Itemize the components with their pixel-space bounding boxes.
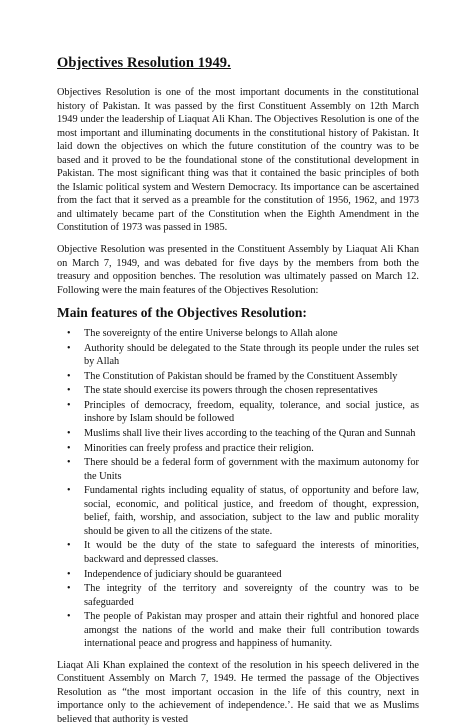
features-list [57,327,419,651]
bullet-icon: • [67,370,71,382]
bullet-icon: • [67,568,71,580]
bullet-icon: • [67,540,71,552]
list-item [57,582,419,609]
document-title: Objectives Resolution 1949. [57,55,231,71]
list-item-text: Independence of judiciary should be guaranteed [84,568,282,580]
list-item-text: Principles of democracy, freedom, equality, tolerance, and social justice, as inshore by Islam should be followed [84,399,419,425]
bullet-icon: • [67,399,71,411]
list-item-text: Muslims shall live their lives according to the teaching of the Quran and Sunnah [84,428,416,440]
bullet-icon: • [67,611,71,623]
list-item-text: It would be the duty of the state to safeguard the interests of minorities, backward and depressed classes. [84,540,419,565]
list-item [57,370,419,384]
list-item-text: The Constitution of Pakistan should be framed by the Constituent Assembly [84,370,398,382]
bullet-icon: • [67,428,71,440]
bullet-icon: • [67,342,71,354]
bullet-icon: • [67,485,71,497]
intro-paragraph: Objectives Resolution is one of the most important documents in the constitutional history of Pakistan. It was passed by the first Constituent Assembly on 12th March 1949 under the leadership of Liaquat Ali Khan. The Objectives Resolution is one of the most important and illuminating documents in the constitutional history of Pakistan. It laid down the objectives on which the future constitution of the country was to be based and it proved to be the foundational stone of the constitutional development in Pakistan. The most significant thing was that it contained the basic principles of both the Islamic political system and Western Democracy. Its importance can be ascertained from the fact that it served as a preamble for the constitution of 1956, 1962, and 1973 and ultimately became part of the Constitution when the Eighth Amendment in the Constitution of 1973 was passed in 1985. [57,87,419,234]
presentation-paragraph: Objective Resolution was presented in the Constituent Assembly by Liaquat Ali Khan on March 7, 1949, and was debated for five days by the members from both the treasury and opposition benches. The resolution was ultimately passed on March 12. Following were the main features of the Objectives Resolution: [57,244,419,296]
list-item [57,442,419,456]
list-item [57,399,419,426]
list-item [57,568,419,582]
list-item [57,427,419,441]
bullet-icon: • [67,328,71,340]
list-item [57,539,419,566]
list-item-text: The sovereignty of the entire Universe belongs to Allah alone [84,328,338,340]
list-item [57,484,419,538]
bullet-icon: • [67,583,71,595]
list-item [57,342,419,369]
list-item-text: Fundamental rights including equality of status, of opportunity and before law, social, economic, and political justice, and freedom of thought, expression, belief, faith, worship, and association, subject to the law and public morality should be given to all the citizens of the state. [84,485,419,537]
list-item-text: Minorities can freely profess and practice their religion. [84,442,314,454]
features-heading: Main features of the Objectives Resolution: [57,305,307,321]
closing-paragraph: Liaqat Ali Khan explained the context of the resolution in his speech delivered in the Constituent Assembly on March 7, 1949. He termed the passage of the Objectives Resolution as “the most important occasion in the life of this country, next in importance only to the achievement of independence.’. He said that we as Muslims believed that authority is vested [57,659,419,725]
list-item-text: There should be a federal form of government with the maximum autonomy for the Units [84,457,419,482]
bullet-icon: • [67,385,71,397]
list-item [57,610,419,651]
list-item-text: The integrity of the territory and sovereignty of the country was to be safeguarded [84,583,419,608]
list-item [57,456,419,483]
list-item [57,327,419,341]
list-item-text: The people of Pakistan may prosper and attain their rightful and honored place amongst the nations of the world and make their full contribution towards international peace and progress and happiness of humanity. [84,611,419,650]
bullet-icon: • [67,457,71,469]
list-item-text: The state should exercise its powers through the chosen representatives [84,385,378,397]
list-item [57,384,419,398]
list-item-text: Authority should be delegated to the State through its people under the rules set by Allah [84,342,419,368]
bullet-icon: • [67,442,71,454]
